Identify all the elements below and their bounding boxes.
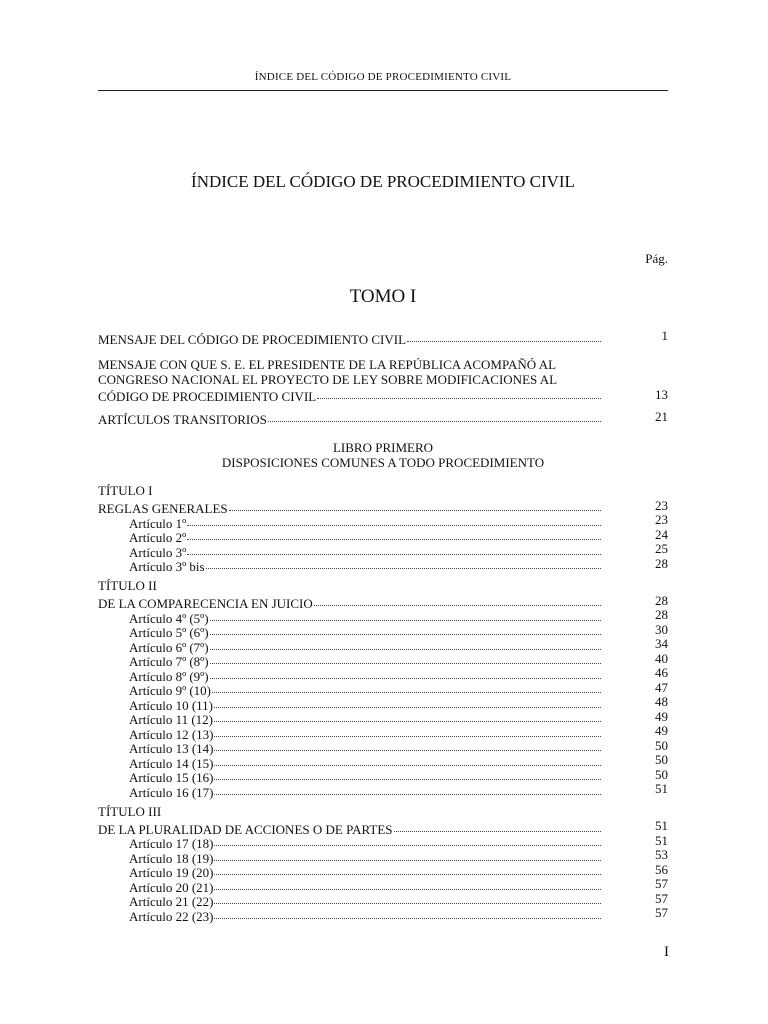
toc-entry-articulo[interactable] bbox=[98, 710, 668, 725]
toc-entry-page: 51 bbox=[655, 818, 668, 833]
toc-entry-label: DE LA COMPARECENCIA EN JUICIO bbox=[98, 596, 313, 611]
dot-leader bbox=[210, 652, 668, 667]
toc-entry-label: Artículo 22 (23) bbox=[129, 908, 214, 924]
toc-entry-articulo[interactable] bbox=[98, 512, 668, 531]
toc-entry-label: Artículo 13 (14) bbox=[129, 741, 214, 756]
toc-entry-articulo[interactable] bbox=[98, 528, 668, 543]
toc-entry-articulo[interactable] bbox=[98, 652, 668, 667]
toc-entry-page: 23 bbox=[655, 497, 668, 513]
toc-entry-transitorios[interactable] bbox=[98, 410, 668, 425]
dot-leader bbox=[210, 666, 668, 681]
document-title: ÍNDICE DEL CÓDIGO DE PROCEDIMIENTO CIVIL bbox=[191, 172, 575, 191]
toc-entry-label: Artículo 17 (18) bbox=[129, 836, 214, 851]
titulos-list bbox=[98, 483, 668, 924]
dot-leader bbox=[317, 387, 668, 402]
toc-entry-label: Artículo 3º bbox=[129, 544, 187, 560]
toc-entry-page: 51 bbox=[655, 781, 668, 796]
page-folio: I bbox=[664, 944, 669, 960]
toc-entry-mensaje[interactable] bbox=[98, 328, 668, 347]
dot-leader bbox=[407, 329, 668, 344]
toc-entry-label-line: CÓDIGO DE PROCEDIMIENTO CIVIL bbox=[98, 389, 317, 404]
dot-leader bbox=[187, 542, 668, 557]
toc-entry-articulo[interactable] bbox=[98, 781, 668, 800]
tomo-heading: TOMO I bbox=[349, 286, 417, 307]
toc-entry-page: 25 bbox=[655, 541, 668, 556]
toc-entry-page: 49 bbox=[655, 723, 668, 738]
dot-leader bbox=[394, 819, 668, 834]
page-column-label: Pág. bbox=[645, 251, 668, 266]
toc-entry-articulo[interactable] bbox=[98, 834, 668, 849]
toc-entry-titulo[interactable] bbox=[98, 499, 668, 514]
toc-entry-page: 34 bbox=[655, 636, 668, 651]
toc-entry-label: Artículo 1º bbox=[129, 515, 187, 531]
toc-entry-page: 28 bbox=[655, 592, 668, 608]
toc-entry-label: Artículo 2º bbox=[129, 530, 187, 545]
toc-entry-articulo[interactable] bbox=[98, 723, 668, 742]
toc-entry-page: 49 bbox=[655, 708, 668, 724]
dot-leader bbox=[210, 608, 668, 623]
toc-entry-label: Artículo 12 (13) bbox=[129, 726, 214, 742]
toc-entry-label: MENSAJE DEL CÓDIGO DE PROCEDIMIENTO CIVIL bbox=[98, 331, 407, 347]
dot-leader bbox=[314, 594, 668, 609]
dot-leader bbox=[206, 557, 668, 572]
dot-leader bbox=[214, 724, 668, 739]
dot-leader bbox=[214, 739, 668, 754]
toc-entry-articulo[interactable] bbox=[98, 541, 668, 560]
toc-entry-articulo[interactable] bbox=[98, 752, 668, 771]
toc-entry-articulo[interactable] bbox=[98, 607, 668, 626]
toc-entry-label: Artículo 18 (19) bbox=[129, 850, 214, 866]
dot-leader bbox=[214, 863, 668, 878]
toc-entry-articulo[interactable] bbox=[98, 739, 668, 754]
toc-entry-articulo[interactable] bbox=[98, 768, 668, 783]
toc-entry-page: 1 bbox=[661, 328, 668, 343]
toc-entry-page: 28 bbox=[655, 555, 668, 571]
dot-leader bbox=[210, 623, 668, 638]
toc-entry-page: 24 bbox=[655, 526, 668, 542]
toc-entry-articulo[interactable] bbox=[98, 623, 668, 638]
header-rule bbox=[98, 90, 668, 91]
dot-leader bbox=[214, 834, 668, 849]
toc-entry-articulo[interactable] bbox=[98, 557, 668, 572]
libro-subtitle: DISPOSICIONES COMUNES A TODO PROCEDIMIENTO bbox=[221, 455, 545, 470]
toc-entry-label: Artículo 6º (7º) bbox=[129, 639, 209, 655]
toc-entry-page: 21 bbox=[655, 408, 668, 424]
dot-leader bbox=[214, 848, 668, 863]
toc-entry-label: Artículo 16 (17) bbox=[129, 784, 214, 800]
toc-entry-label: DE LA PLURALIDAD DE ACCIONES O DE PARTES bbox=[98, 821, 393, 837]
dot-leader bbox=[187, 513, 668, 528]
toc-entry-articulo[interactable] bbox=[98, 681, 668, 696]
dot-leader bbox=[187, 528, 668, 543]
dot-leader bbox=[268, 410, 668, 425]
toc-entry-label: Artículo 21 (22) bbox=[129, 894, 214, 909]
toc-entry-articulo[interactable] bbox=[98, 665, 668, 684]
toc-entry-page: 46 bbox=[655, 665, 668, 680]
toc-entry-label: Artículo 5º (6º) bbox=[129, 625, 209, 640]
libro-heading bbox=[98, 440, 668, 470]
toc-entry-label: Artículo 20 (21) bbox=[129, 879, 214, 895]
toc-entry-page: 28 bbox=[655, 607, 668, 622]
running-header: ÍNDICE DEL CÓDIGO DE PROCEDIMIENTO CIVIL bbox=[254, 71, 512, 83]
toc-entry-label: REGLAS GENERALES bbox=[98, 501, 228, 516]
toc-entry-label: Artículo 9º (10) bbox=[129, 683, 212, 698]
toc-entry-label: ARTÍCULOS TRANSITORIOS bbox=[98, 412, 267, 427]
titulo-name: TÍTULO II bbox=[98, 578, 157, 593]
toc-entry-mensaje-presidente[interactable] bbox=[98, 357, 668, 402]
toc-entry-label: Artículo 19 (20) bbox=[129, 865, 214, 880]
toc-entry-label: Artículo 11 (12) bbox=[129, 712, 213, 727]
toc-entry-articulo[interactable] bbox=[98, 876, 668, 895]
toc-entry-page: 57 bbox=[655, 890, 668, 906]
toc-entry-page: 57 bbox=[655, 905, 668, 920]
toc-entry-page: 23 bbox=[655, 512, 668, 527]
toc-entry-page: 50 bbox=[655, 766, 668, 782]
dot-leader bbox=[214, 892, 668, 907]
toc-entry-page: 13 bbox=[655, 386, 668, 402]
titulo-name: TÍTULO I bbox=[98, 483, 153, 498]
toc-entry-label: Artículo 10 (11) bbox=[129, 697, 213, 713]
toc-entry-label-line: CONGRESO NACIONAL EL PROYECTO DE LEY SOBRE MODIFICACIONES AL bbox=[98, 371, 558, 387]
toc-entry-label: Artículo 4º (5º) bbox=[129, 610, 209, 626]
toc-entry-page: 47 bbox=[655, 679, 668, 695]
toc-entry-page: 50 bbox=[655, 752, 668, 767]
toc-entry-label: Artículo 14 (15) bbox=[129, 755, 214, 771]
toc-entry-articulo[interactable] bbox=[98, 863, 668, 878]
dot-leader bbox=[214, 906, 668, 921]
dot-leader bbox=[214, 753, 668, 768]
toc-entry-page: 51 bbox=[655, 832, 668, 848]
toc-entry-articulo[interactable] bbox=[98, 892, 668, 907]
dot-leader bbox=[214, 877, 668, 892]
toc-entry-label: Artículo 15 (16) bbox=[129, 770, 214, 785]
toc-entry-page: 50 bbox=[655, 737, 668, 753]
toc-entry-titulo[interactable] bbox=[98, 818, 668, 837]
toc-entry-articulo[interactable] bbox=[98, 636, 668, 655]
toc-entry-articulo[interactable] bbox=[98, 694, 668, 713]
dot-leader bbox=[212, 681, 668, 696]
libro-name: LIBRO PRIMERO bbox=[332, 440, 434, 455]
toc-entry-page: 56 bbox=[655, 861, 668, 877]
table-of-contents bbox=[98, 328, 668, 924]
toc-entry-page: 53 bbox=[655, 847, 668, 862]
toc-entry-articulo[interactable] bbox=[98, 847, 668, 866]
dot-leader bbox=[214, 695, 668, 710]
toc-entry-articulo[interactable] bbox=[98, 905, 668, 924]
toc-entry-page: 48 bbox=[655, 694, 668, 709]
toc-entry-page: 30 bbox=[655, 621, 668, 637]
toc-entry-label: Artículo 3º bis bbox=[129, 559, 205, 574]
dot-leader bbox=[214, 768, 668, 783]
titulo-name: TÍTULO III bbox=[98, 803, 162, 819]
dot-leader bbox=[210, 637, 668, 652]
toc-entry-label: Artículo 8º (9º) bbox=[129, 668, 209, 684]
toc-entry-titulo[interactable] bbox=[98, 594, 668, 609]
dot-leader bbox=[214, 710, 668, 725]
toc-entry-label: Artículo 7º (8º) bbox=[129, 654, 209, 669]
toc-entry-label-line: MENSAJE CON QUE S. E. EL PRESIDENTE DE LA REPÚBLICA ACOMPAÑÓ AL bbox=[98, 356, 557, 372]
dot-leader bbox=[214, 782, 668, 797]
toc-entry-page: 57 bbox=[655, 876, 668, 891]
toc-entry-page: 40 bbox=[655, 650, 668, 666]
dot-leader bbox=[229, 499, 668, 514]
